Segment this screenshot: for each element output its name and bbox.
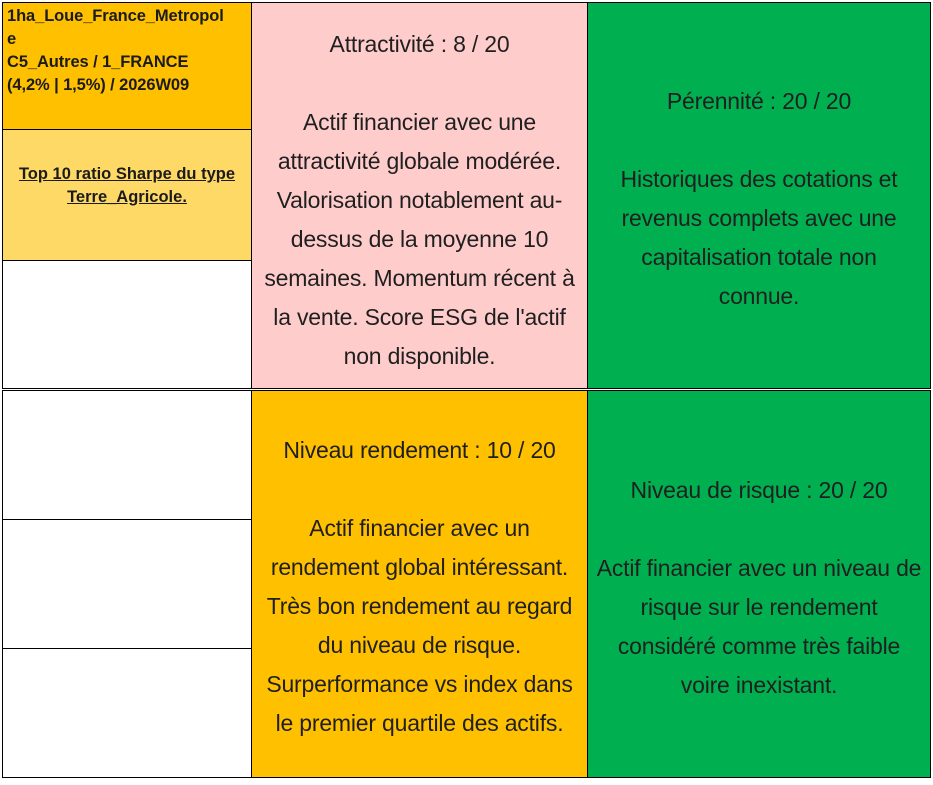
attractivite-line: non disponible. (343, 343, 496, 369)
attractivite-panel (251, 2, 588, 389)
perennite-title: Pérennité : 20 / 20 (666, 88, 852, 114)
perennite-line: capitalisation totale non (641, 244, 877, 270)
rendement-line: rendement global intéressant. (270, 554, 569, 580)
perennite-line: Historiques des cotations et (620, 166, 898, 192)
risque-line: voire inexistant. (680, 672, 838, 698)
attractivite-text (252, 25, 587, 376)
attractivite-line: Actif financier avec une (303, 109, 536, 135)
attractivite-line: semaines. Momentum récent à (264, 265, 575, 291)
subtitle-cell (2, 129, 252, 261)
perennite-text (588, 82, 930, 316)
attractivite-title: Attractivité : 8 / 20 (329, 31, 510, 57)
risque-line: considéré comme très faible (617, 633, 901, 659)
empty-cell-1 (2, 260, 252, 389)
empty-cell-2 (2, 390, 252, 520)
empty-cell-4 (2, 648, 252, 778)
rendement-line: du niveau de risque. (317, 632, 522, 658)
risque-title: Niveau de risque : 20 / 20 (630, 477, 888, 503)
perennite-panel (587, 2, 931, 389)
rendement-line: Très bon rendement au regard (266, 593, 573, 619)
perennite-line: revenus complets avec une (621, 205, 897, 231)
asset-info: 1ha_Loue_France_Metropol e C5_Autres / 1_FRANCE (4,2% | 1,5%) / 2026W09 (7, 7, 224, 94)
perennite-line: connue. (718, 283, 800, 309)
rendement-line: Surperformance vs index dans (266, 671, 573, 697)
ranking-subtitle: Top 10 ratio Sharpe du type Terre_Agricole. (18, 165, 236, 206)
rendement-text (252, 431, 587, 743)
risque-line: Actif financier avec un niveau de (596, 555, 922, 581)
risque-panel (587, 390, 931, 778)
rendement-title: Niveau rendement : 10 / 20 (283, 437, 556, 463)
attractivite-line: dessus de la moyenne 10 (290, 226, 549, 252)
asset-info-cell (2, 2, 252, 130)
rendement-line: le premier quartile des actifs. (275, 710, 564, 736)
rendement-panel (251, 390, 588, 778)
attractivite-line: attractivité globale modérée. (277, 148, 562, 174)
attractivite-line: Valorisation notablement au- (276, 187, 563, 213)
rendement-line: Actif financier avec un (309, 515, 530, 541)
risque-line: risque sur le rendement (640, 594, 878, 620)
risque-text (588, 471, 930, 705)
attractivite-line: la vente. Score ESG de l'actif (273, 304, 566, 330)
empty-cell-3 (2, 519, 252, 649)
